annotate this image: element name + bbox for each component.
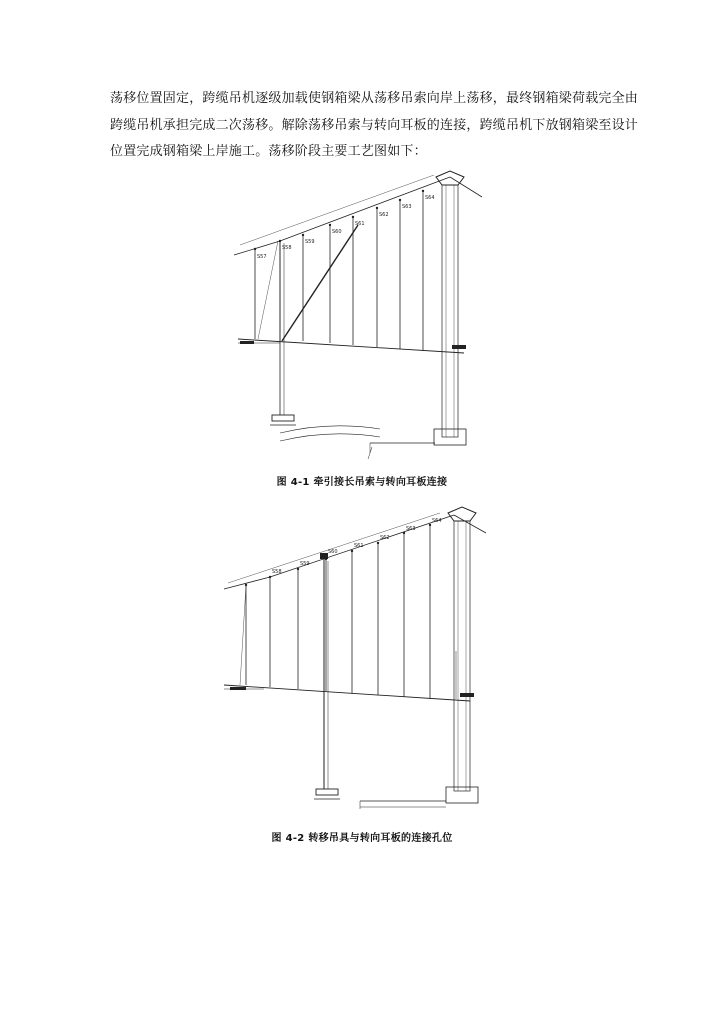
fig2-label-s63: S63 [406,526,416,532]
fig1-label-s58: S58 [282,245,292,251]
figure-4-1-caption: 图 4-1 牵引接长吊索与转向耳板连接 [276,477,448,488]
paragraph-line-1: 荡移位置固定，跨缆吊机逐级加载使钢箱梁从荡移吊索向岸上荡移，最终钢箱梁荷载完全由 [110,91,639,106]
fig1-label-s61: S61 [355,221,365,227]
fig1-label-s59: S59 [305,239,315,245]
body-paragraph [110,86,639,166]
fig2-label-s58: S58 [272,569,282,575]
fig2-label-s60: S60 [328,549,338,555]
fig1-label-s62: S62 [379,212,389,218]
fig2-label-s59: S59 [300,561,310,567]
fig2-label-s62: S62 [380,535,390,541]
fig1-label-s63: S63 [402,204,412,210]
figure-4-2-caption: 图 4-2 转移吊具与转向耳板的连接孔位 [271,833,453,844]
fig2-label-s61: S61 [354,543,364,549]
figure-4-2-drawing [220,503,510,813]
fig1-label-s64: S64 [425,195,435,201]
fig1-label-s60: S60 [332,229,342,235]
figure-4-1-drawing [220,163,490,463]
paragraph-line-3: 位置完成钢箱梁上岸施工。荡移阶段主要工艺图如下： [110,144,427,159]
fig1-label-s57: S57 [257,254,267,260]
fig2-label-s64: S64 [432,518,442,524]
paragraph-line-2: 跨缆吊机承担完成二次荡移。解除荡移吊索与转向耳板的连接，跨缆吊机下放钢箱梁至设计 [110,117,639,133]
